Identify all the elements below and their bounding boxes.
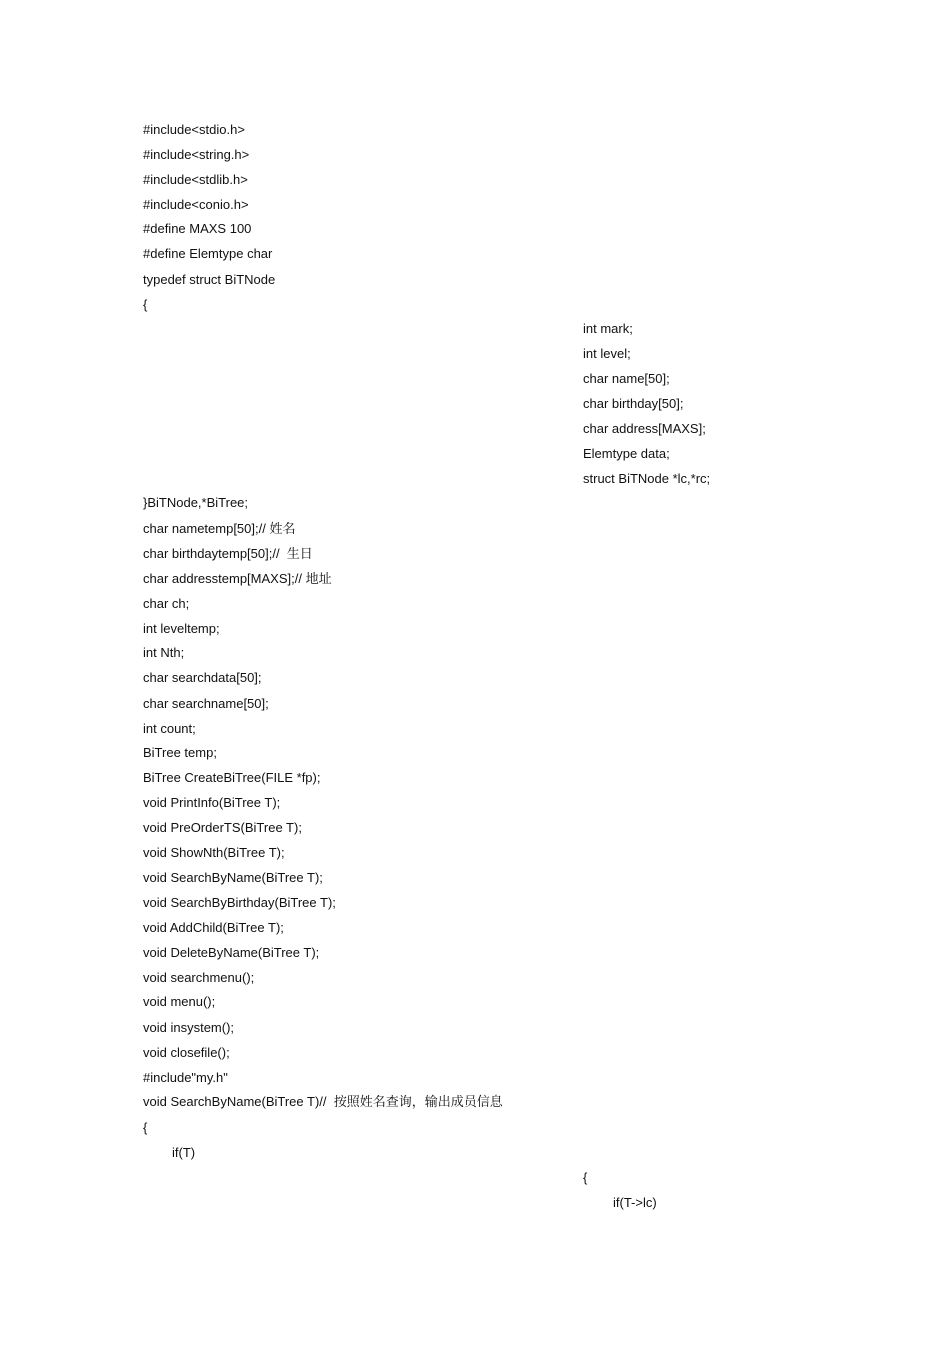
code-line: #include<stdlib.h> — [143, 172, 248, 187]
code-line: void DeleteByName(BiTree T); — [143, 945, 320, 960]
code-line: void SearchByName(BiTree T)// 按照姓名查询，输出成员信息 — [143, 1094, 503, 1109]
code-line: #define Elemtype char — [143, 246, 273, 261]
code-line: char ch; — [143, 596, 190, 611]
code-line: char birthdaytemp[50];// 生日 — [143, 546, 313, 561]
code-line: void ShowNth(BiTree T); — [143, 845, 285, 860]
code-line: char name[50]; — [583, 371, 670, 386]
code-line: void PrintInfo(BiTree T); — [143, 795, 281, 810]
code-line: void searchmenu(); — [143, 970, 255, 985]
code-line: #include<stdio.h> — [143, 122, 245, 137]
code-line: void AddChild(BiTree T); — [143, 920, 284, 935]
code-line: typedef struct BiTNode — [143, 272, 276, 287]
code-line: int leveltemp; — [143, 621, 220, 636]
code-line: if(T->lc) — [613, 1195, 657, 1210]
code-line: void closefile(); — [143, 1045, 230, 1060]
code-line: int level; — [583, 346, 631, 361]
code-line: char nametemp[50];// 姓名 — [143, 521, 296, 536]
code-line: int count; — [143, 721, 196, 736]
code-line: { — [143, 1120, 148, 1135]
code-line: void menu(); — [143, 994, 216, 1009]
code-line: #define MAXS 100 — [143, 221, 252, 236]
code-line: void SearchByName(BiTree T); — [143, 870, 323, 885]
code-line: struct BiTNode *lc,*rc; — [583, 471, 711, 486]
code-line: char address[MAXS]; — [583, 421, 706, 436]
code-line: { — [583, 1170, 588, 1185]
code-line: char searchname[50]; — [143, 696, 269, 711]
code-line: if(T) — [172, 1145, 196, 1160]
code-line: #include"my.h" — [143, 1070, 228, 1085]
code-line: int Nth; — [143, 645, 185, 660]
code-line: void PreOrderTS(BiTree T); — [143, 820, 302, 835]
code-line: void SearchByBirthday(BiTree T); — [143, 895, 336, 910]
code-line: BiTree CreateBiTree(FILE *fp); — [143, 770, 321, 785]
code-line: Elemtype data; — [583, 446, 670, 461]
code-line: char birthday[50]; — [583, 396, 684, 411]
code-line: #include<string.h> — [143, 147, 250, 162]
code-line: char addresstemp[MAXS];// 地址 — [143, 571, 332, 586]
code-line: { — [143, 297, 148, 312]
code-line: char searchdata[50]; — [143, 670, 262, 685]
code-line: void insystem(); — [143, 1020, 235, 1035]
code-line: #include<conio.h> — [143, 197, 249, 212]
code-line: }BiTNode,*BiTree; — [143, 495, 249, 510]
code-line: BiTree temp; — [143, 745, 217, 760]
code-line: int mark; — [583, 321, 633, 336]
